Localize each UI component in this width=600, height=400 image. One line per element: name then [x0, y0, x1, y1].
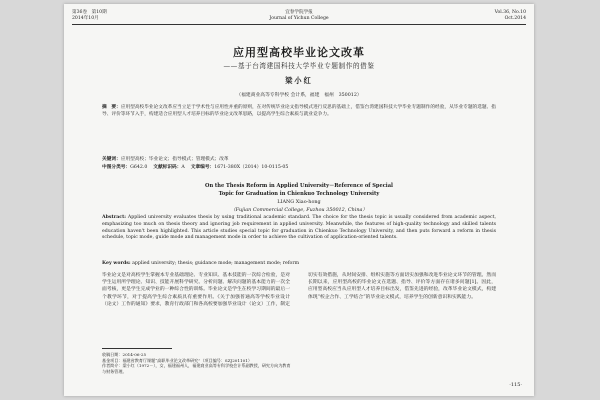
issue-info-en [446, 10, 526, 22]
english-title-line2: Topic for Graduation in Chienkuo Technology University [218, 191, 380, 197]
issue-date-en: Oct.2014 [504, 16, 526, 21]
footnote [102, 352, 292, 375]
paper-subtitle: ——基于台湾建国科技大学毕业专题制作的借鉴 [223, 62, 375, 70]
keywords-text: 应用型高校；毕业论文；指导模式；管理模式；改革 [120, 157, 229, 162]
english-keywords-label: Key words: [102, 261, 131, 266]
footnote-divider [102, 348, 172, 349]
abstract-text: 应用型高校毕业论文改革应当立足于学术性与应用性并重的原则，在对传统毕业论文指导模式进行反思的基础上，借鉴台湾建国科技大学毕业专题制作的经验，从毕业专题的选题、指导、评价等环节入手，构建适合应用型人才培养目标的毕业论文改革思路，以提高学生综合素质与就业竞争力。 [102, 105, 496, 118]
running-header [72, 10, 526, 34]
english-abstract-label: Abstract: [102, 215, 126, 220]
article-id-value: 1671-380X（2014）10-0115-05 [214, 165, 289, 170]
english-keywords [102, 260, 496, 267]
chinese-keywords [102, 156, 496, 163]
fund-info: 基金项目：福建省教育厅课题“高职毕业论文改革研究”（项目编号：SZJ201101） [102, 357, 252, 363]
author-name: 梁小红 [285, 76, 313, 85]
english-title [64, 182, 534, 198]
body-paragraph: 毕业论文是对高校学生掌握本专业基础理论、专业知识、基本技能的一次综合检验，是对学生运用所学理论、知识、技能开展科学研究、分析问题、解决问题的基本能力的一次全面考核，更是学生完成学业的一种综合性的训练。毕业论文是学生在校学习期间的最后一个教学环节，对于提高学生综合素质具有重要作用。《关于加强普通高等学校毕业设计（论文）工作的通知》要求，教育行政部门和各高校要加强毕业设计（论文）工作，制定切实有效措施，从时间安排、组织实施等方面切实加强和改进毕业论文环节的管理。然而长期以来，应用型高校的毕业论文在选题、指导、评价等方面存在诸多问题[1]。因此，应用型高校应当从应用型人才培养目标出发，借鉴先进的经验，改革毕业论文模式，构建体现“校企合作、工学结合”的毕业论文模式，培养学生的创新意识和实践能力。 [102, 273, 496, 307]
paper-title: 应用型高校毕业论文改革 [233, 46, 365, 59]
english-abstract [102, 215, 496, 242]
doc-code-value: A [181, 165, 185, 170]
english-keywords-text: applied university; thesis; guidance mode; management mode; reform [132, 261, 300, 266]
clc-value: G642.0 [130, 165, 148, 170]
issue-date: 2014年10月 [72, 16, 99, 21]
doc-code-label: 文献标识码： [153, 165, 182, 170]
page-number: ·115· [509, 382, 522, 388]
clc-label: 中图分类号： [102, 165, 131, 170]
article-id-label: 文章编号： [190, 165, 215, 170]
classification-line [102, 164, 496, 171]
volume-issue: 第36卷 第10期 [72, 10, 107, 15]
english-abstract-text: Applied university evaluates thesis by using traditional academic standard. The choice for the thesis topic is usually considered from academic aspect, emphasizing too much on thesis theory and ignoring job requirement in applied university. Meanwhile, the features of high-quality technology and skilled talents education haven't been highlighted. This article studies special topic for graduation in Chienkuo Technology University, and then puts forward a reform in thesis schedule, topic mode, guide mode and management mode in order to achieve the cultivation of application-oriented talents. [102, 215, 496, 241]
abstract-label: 摘 要： [102, 105, 121, 110]
author-bio: 作者简介：梁小红（1972－），女，福建福州人，福建商业高等专科学校会计系副教授，研究方向为教育与财务管理。 [102, 363, 291, 375]
english-affiliation: （Fujian Commercial College, Fuzhou 350012, China） [230, 207, 368, 213]
chinese-abstract [102, 104, 496, 118]
author-affiliation: （福建商业高等专科学校 会计系，福建 福州 350012） [236, 93, 362, 98]
journal-page [64, 4, 534, 396]
english-author: LIANG Xiao-hong [277, 199, 321, 205]
header-divider [72, 24, 526, 25]
received-date: 收稿日期：2014-06-25 [102, 352, 147, 357]
english-title-line1: On the Thesis Reform in Applied University－Reference of Special [205, 183, 393, 189]
keywords-label: 关键词： [102, 157, 121, 162]
journal-name-cn: 宜春学院学报 [285, 10, 313, 15]
journal-name-en: Journal of Yichun College [269, 16, 329, 21]
volume-issue-en: Vol.36, No.10 [494, 10, 526, 15]
